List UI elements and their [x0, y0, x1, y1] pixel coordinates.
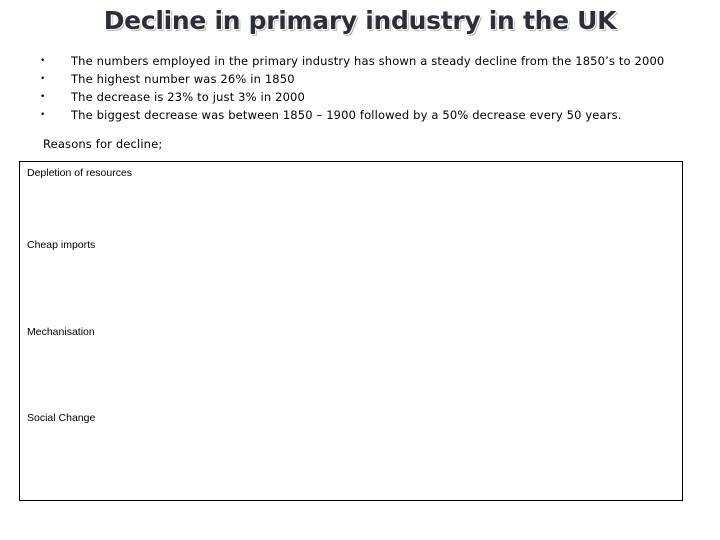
- bullet-text: The numbers employed in the primary industry has shown a steady decline from the 1850’s to 2000: [71, 54, 665, 68]
- reason-mechanisation: Mechanisation: [27, 326, 95, 338]
- bullet-item: [40, 52, 664, 70]
- reason-depletion: Depletion of resources: [27, 167, 133, 179]
- bullet-dot-icon: •: [40, 56, 46, 66]
- bullet-dot-icon: •: [40, 110, 46, 120]
- bullet-text: The biggest decrease was between 1850 – 1900 followed by a 50% decrease every 50 years.: [71, 108, 622, 122]
- reason-cheap-imports: Cheap imports: [27, 239, 96, 251]
- bullet-text: The decrease is 23% to just 3% in 2000: [71, 90, 305, 104]
- bullet-item: [40, 70, 664, 88]
- bullet-text: The highest number was 26% in 1850: [71, 72, 295, 86]
- reason-social-change: Social Change: [27, 412, 96, 424]
- reasons-box: [19, 161, 683, 501]
- slide-title: Decline in primary industry in the UK: [103, 6, 617, 35]
- bullet-dot-icon: •: [40, 92, 46, 102]
- reasons-label: Reasons for decline;: [43, 137, 163, 151]
- bullet-list: [40, 52, 664, 124]
- bullet-item: [40, 106, 664, 124]
- bullet-item: [40, 88, 664, 106]
- bullet-dot-icon: •: [40, 74, 46, 84]
